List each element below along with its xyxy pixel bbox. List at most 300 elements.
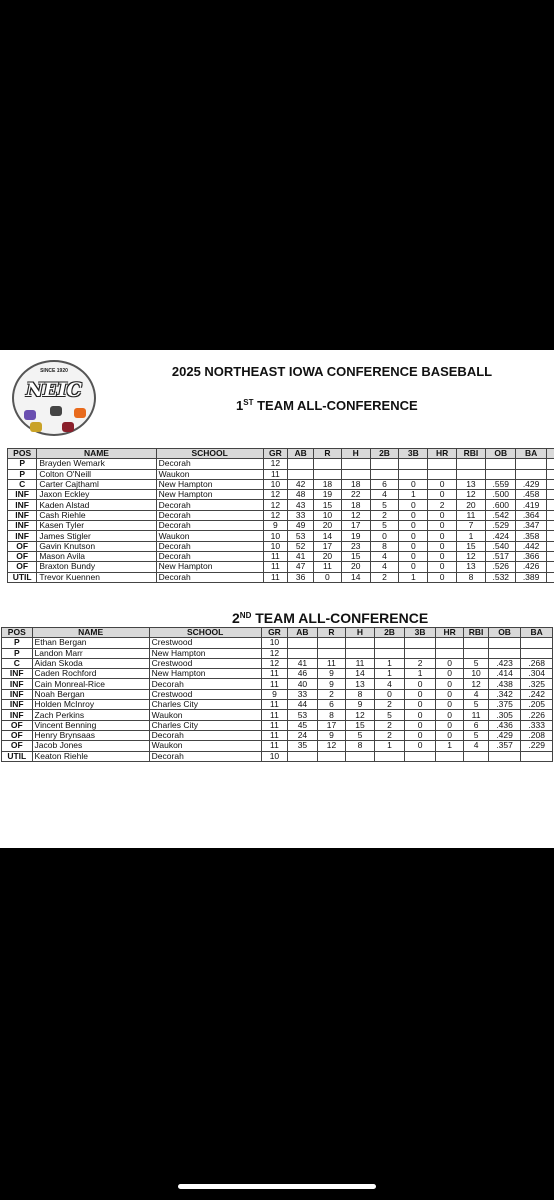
heading-number: 2 — [232, 610, 240, 626]
cell-ab — [288, 638, 318, 648]
cell-ba: .205 — [521, 700, 553, 710]
cell-hr — [435, 751, 464, 761]
table-body — [2, 638, 553, 762]
cell-pos: INF — [2, 679, 33, 689]
cell-school: Decorah — [156, 541, 263, 551]
cell-cutoff — [546, 541, 554, 551]
cell-h: 12 — [346, 710, 375, 720]
cell-ba: .426 — [516, 562, 546, 572]
cell-3b: 0 — [399, 521, 428, 531]
table-row — [2, 751, 553, 761]
cell-name: Ethan Bergan — [32, 638, 149, 648]
column-header-school: SCHOOL — [149, 628, 261, 638]
cell-school: New Hampton — [149, 669, 261, 679]
cell-3b — [399, 459, 428, 469]
cell-ab: 46 — [288, 669, 318, 679]
first-team-heading — [236, 398, 418, 413]
cell-hr — [428, 459, 456, 469]
table-body — [8, 459, 554, 583]
column-header-hr: HR — [435, 628, 464, 638]
cell-pos: P — [2, 638, 33, 648]
cell-r: 0 — [314, 572, 341, 582]
cell-2b: 6 — [370, 479, 398, 489]
cell-rbi: 11 — [456, 510, 485, 520]
cell-ba: .358 — [516, 531, 546, 541]
cell-r: 17 — [317, 720, 346, 730]
cell-2b — [374, 648, 405, 658]
cell-hr: 0 — [435, 710, 464, 720]
cell-rbi: 12 — [464, 679, 488, 689]
cell-hr: 0 — [428, 510, 456, 520]
cell-school: Decorah — [149, 751, 261, 761]
cell-gr: 10 — [263, 541, 287, 551]
cell-school: New Hampton — [156, 490, 263, 500]
column-header-pos: POS — [8, 449, 37, 459]
cell-gr: 9 — [261, 689, 287, 699]
cell-hr: 0 — [428, 479, 456, 489]
cell-ba: .458 — [516, 490, 546, 500]
cell-3b: 0 — [399, 510, 428, 520]
cell-rbi: 10 — [464, 669, 488, 679]
heading-text: TEAM ALL-CONFERENCE — [253, 398, 418, 413]
column-header-3b: 3B — [399, 449, 428, 459]
cell-name: Jacob Jones — [32, 741, 149, 751]
cell-ba — [521, 751, 553, 761]
second-team-table — [1, 627, 553, 762]
cell-pos: INF — [8, 510, 37, 520]
cell-ob: .305 — [488, 710, 521, 720]
cell-ba — [516, 459, 546, 469]
cell-name: Carter Cajthaml — [37, 479, 156, 489]
cell-school: Decorah — [156, 510, 263, 520]
cell-rbi: 5 — [464, 730, 488, 740]
cell-gr: 10 — [263, 479, 287, 489]
first-team-table — [7, 448, 554, 583]
heading-suffix: ND — [239, 611, 252, 620]
table-header-row — [8, 449, 554, 459]
column-header-h: H — [346, 628, 375, 638]
cell-gr: 11 — [261, 710, 287, 720]
cell-pos: UTIL — [2, 751, 33, 761]
cell-3b — [405, 648, 436, 658]
cell-hr: 0 — [435, 689, 464, 699]
cell-ob: .559 — [486, 479, 516, 489]
cell-2b: 5 — [370, 500, 398, 510]
cell-ob: .357 — [488, 741, 521, 751]
cell-cutoff — [546, 469, 554, 479]
cell-school: Waukon — [149, 710, 261, 720]
cell-2b: 2 — [374, 720, 405, 730]
cell-hr: 0 — [435, 730, 464, 740]
column-header-ab: AB — [288, 628, 318, 638]
cell-school: New Hampton — [156, 479, 263, 489]
cell-3b: 0 — [399, 551, 428, 561]
cell-pos: P — [2, 648, 33, 658]
cell-cutoff — [546, 572, 554, 582]
cell-h: 19 — [341, 531, 370, 541]
cell-pos: C — [2, 658, 33, 668]
cell-hr: 0 — [428, 531, 456, 541]
cell-pos: INF — [2, 710, 33, 720]
cell-ab: 35 — [288, 741, 318, 751]
cell-ba: .333 — [521, 720, 553, 730]
table-row — [2, 741, 553, 751]
cell-2b: 5 — [370, 521, 398, 531]
cell-r: 20 — [314, 551, 341, 561]
cell-3b: 1 — [405, 669, 436, 679]
mascot-icon — [30, 422, 42, 432]
cell-ba: .347 — [516, 521, 546, 531]
cell-3b — [399, 469, 428, 479]
mascot-icon — [50, 406, 62, 416]
cell-h — [341, 469, 370, 479]
cell-h: 9 — [346, 700, 375, 710]
cell-hr: 0 — [428, 562, 456, 572]
heading-text: TEAM ALL-CONFERENCE — [251, 610, 429, 626]
column-header-hr: HR — [428, 449, 456, 459]
table-row — [2, 710, 553, 720]
cell-ab: 33 — [288, 689, 318, 699]
cell-gr: 12 — [263, 510, 287, 520]
cell-school: Waukon — [156, 531, 263, 541]
cell-pos: P — [8, 469, 37, 479]
cell-3b: 0 — [399, 541, 428, 551]
cell-2b: 0 — [370, 531, 398, 541]
table-row — [8, 531, 554, 541]
cell-2b: 4 — [370, 562, 398, 572]
cell-name: Henry Brynsaas — [32, 730, 149, 740]
cell-2b: 1 — [374, 658, 405, 668]
cell-name: Landon Marr — [32, 648, 149, 658]
document-title: 2025 NORTHEAST IOWA CONFERENCE BASEBALL — [171, 364, 493, 379]
cell-r: 20 — [314, 521, 341, 531]
column-header-r: R — [314, 449, 341, 459]
cell-cutoff — [546, 531, 554, 541]
cell-rbi: 6 — [464, 720, 488, 730]
cell-rbi: 5 — [464, 700, 488, 710]
cell-2b: 1 — [374, 741, 405, 751]
cell-ba: .442 — [516, 541, 546, 551]
cell-rbi: 13 — [456, 479, 485, 489]
cell-ob — [486, 459, 516, 469]
cell-3b: 1 — [399, 572, 428, 582]
cell-gr: 12 — [263, 500, 287, 510]
cell-rbi — [456, 469, 485, 479]
cell-rbi: 12 — [456, 490, 485, 500]
cell-r — [317, 751, 346, 761]
cell-h: 15 — [346, 720, 375, 730]
cell-r: 17 — [314, 541, 341, 551]
cell-r: 9 — [317, 679, 346, 689]
cell-school: Decorah — [149, 679, 261, 689]
table-row — [2, 689, 553, 699]
cell-name: Caden Rochford — [32, 669, 149, 679]
cell-cutoff — [546, 510, 554, 520]
cell-r: 12 — [317, 741, 346, 751]
cell-school: Crestwood — [149, 638, 261, 648]
cell-ba: .429 — [516, 479, 546, 489]
cell-rbi: 8 — [456, 572, 485, 582]
cell-3b: 2 — [405, 658, 436, 668]
cell-pos: OF — [2, 741, 33, 751]
cell-ob: .438 — [488, 679, 521, 689]
cell-ob: .600 — [486, 500, 516, 510]
column-header-cutoff — [546, 449, 554, 459]
cell-rbi — [456, 459, 485, 469]
cell-pos: OF — [2, 720, 33, 730]
cell-school: New Hampton — [149, 648, 261, 658]
cell-rbi: 13 — [456, 562, 485, 572]
cell-2b: 2 — [374, 730, 405, 740]
cell-gr: 11 — [261, 720, 287, 730]
cell-ba — [521, 648, 553, 658]
cell-gr: 11 — [261, 700, 287, 710]
cell-ob: .342 — [488, 689, 521, 699]
cell-h: 15 — [341, 551, 370, 561]
cell-pos: INF — [2, 700, 33, 710]
cell-ab: 47 — [288, 562, 314, 572]
cell-cutoff — [546, 459, 554, 469]
column-header-ba: BA — [516, 449, 546, 459]
cell-2b: 2 — [370, 510, 398, 520]
cell-hr: 0 — [435, 679, 464, 689]
cell-hr: 2 — [428, 500, 456, 510]
cell-pos: OF — [8, 562, 37, 572]
cell-h: 20 — [341, 562, 370, 572]
table-row — [2, 658, 553, 668]
neic-logo — [12, 360, 96, 436]
second-team-heading — [232, 610, 428, 626]
cell-pos: INF — [2, 689, 33, 699]
table-row — [8, 490, 554, 500]
cell-ab: 43 — [288, 500, 314, 510]
cell-ob — [488, 638, 521, 648]
cell-hr: 0 — [435, 669, 464, 679]
cell-ab: 52 — [288, 541, 314, 551]
home-indicator[interactable] — [178, 1184, 376, 1189]
cell-pos: UTIL — [8, 572, 37, 582]
cell-gr: 9 — [263, 521, 287, 531]
table-row — [2, 679, 553, 689]
cell-rbi: 1 — [456, 531, 485, 541]
cell-3b — [405, 638, 436, 648]
cell-h: 5 — [346, 730, 375, 740]
cell-school: Decorah — [156, 551, 263, 561]
cell-2b — [370, 469, 398, 479]
cell-h: 18 — [341, 500, 370, 510]
cell-r: 2 — [317, 689, 346, 699]
cell-2b: 1 — [374, 669, 405, 679]
cell-3b: 0 — [399, 531, 428, 541]
column-header-name: NAME — [37, 449, 156, 459]
cell-2b: 2 — [370, 572, 398, 582]
cell-name: Gavin Knutson — [37, 541, 156, 551]
cell-cutoff — [546, 562, 554, 572]
cell-3b: 0 — [405, 710, 436, 720]
cell-pos: INF — [8, 490, 37, 500]
cell-r: 19 — [314, 490, 341, 500]
cell-name: Kaden Alstad — [37, 500, 156, 510]
table-row — [2, 730, 553, 740]
cell-ba: .304 — [521, 669, 553, 679]
table-header-row — [2, 628, 553, 638]
cell-r: 9 — [317, 669, 346, 679]
cell-hr: 0 — [428, 521, 456, 531]
cell-h: 8 — [346, 741, 375, 751]
cell-3b: 0 — [405, 720, 436, 730]
cell-ba: .268 — [521, 658, 553, 668]
cell-ob: .436 — [488, 720, 521, 730]
cell-name: Kasen Tyler — [37, 521, 156, 531]
cell-hr: 0 — [428, 572, 456, 582]
cell-h: 14 — [346, 669, 375, 679]
cell-ob: .517 — [486, 551, 516, 561]
cell-ab: 41 — [288, 658, 318, 668]
cell-hr: 0 — [435, 720, 464, 730]
cell-ob: .532 — [486, 572, 516, 582]
cell-ob: .424 — [486, 531, 516, 541]
cell-r: 15 — [314, 500, 341, 510]
cell-gr: 11 — [263, 469, 287, 479]
cell-school: Waukon — [156, 469, 263, 479]
cell-rbi: 4 — [464, 741, 488, 751]
cell-rbi: 20 — [456, 500, 485, 510]
cell-rbi — [464, 751, 488, 761]
cell-pos: OF — [8, 541, 37, 551]
cell-rbi: 11 — [464, 710, 488, 720]
cell-name: Keaton Riehle — [32, 751, 149, 761]
cell-name: Zach Perkins — [32, 710, 149, 720]
cell-hr: 0 — [428, 551, 456, 561]
cell-r: 10 — [314, 510, 341, 520]
cell-school: Charles City — [149, 700, 261, 710]
cell-school: Crestwood — [149, 689, 261, 699]
cell-rbi — [464, 638, 488, 648]
cell-ba: .364 — [516, 510, 546, 520]
cell-3b: 0 — [405, 679, 436, 689]
document-sheet — [0, 350, 554, 848]
cell-ba: .366 — [516, 551, 546, 561]
cell-r: 8 — [317, 710, 346, 720]
cell-cutoff — [546, 490, 554, 500]
cell-ab: 48 — [288, 490, 314, 500]
cell-ob — [486, 469, 516, 479]
cell-pos: INF — [8, 500, 37, 510]
cell-ab — [288, 469, 314, 479]
cell-2b — [374, 751, 405, 761]
cell-r: 14 — [314, 531, 341, 541]
table-row — [2, 638, 553, 648]
cell-h — [341, 459, 370, 469]
column-header-rbi: RBI — [464, 628, 488, 638]
table-row — [8, 469, 554, 479]
cell-school: Decorah — [156, 500, 263, 510]
cell-name: Mason Avila — [37, 551, 156, 561]
column-header-ob: OB — [488, 628, 521, 638]
cell-2b: 4 — [370, 490, 398, 500]
column-header-3b: 3B — [405, 628, 436, 638]
cell-pos: P — [8, 459, 37, 469]
cell-rbi: 7 — [456, 521, 485, 531]
cell-gr: 10 — [263, 531, 287, 541]
cell-rbi: 15 — [456, 541, 485, 551]
cell-name: Trevor Kuennen — [37, 572, 156, 582]
cell-name: Colton O'Neill — [37, 469, 156, 479]
table-row — [8, 541, 554, 551]
cell-ob: .542 — [486, 510, 516, 520]
cell-h: 17 — [341, 521, 370, 531]
cell-ba: .229 — [521, 741, 553, 751]
cell-cutoff — [546, 551, 554, 561]
column-header-2b: 2B — [374, 628, 405, 638]
cell-gr: 11 — [263, 572, 287, 582]
cell-ab — [288, 459, 314, 469]
cell-ab: 44 — [288, 700, 318, 710]
cell-3b: 0 — [399, 500, 428, 510]
cell-school: Decorah — [156, 521, 263, 531]
cell-name: Aidan Skoda — [32, 658, 149, 668]
cell-ba: .242 — [521, 689, 553, 699]
cell-h: 12 — [341, 510, 370, 520]
cell-ob: .540 — [486, 541, 516, 551]
cell-2b: 0 — [374, 689, 405, 699]
cell-ba — [516, 469, 546, 479]
logo-wordmark: NEIC — [26, 379, 82, 401]
cell-school: Charles City — [149, 720, 261, 730]
cell-ob: .429 — [488, 730, 521, 740]
cell-h — [346, 751, 375, 761]
cell-ob: .500 — [486, 490, 516, 500]
cell-ba — [521, 638, 553, 648]
cell-name: Vincent Benning — [32, 720, 149, 730]
cell-gr: 11 — [263, 562, 287, 572]
column-header-h: H — [341, 449, 370, 459]
cell-ba: .226 — [521, 710, 553, 720]
cell-hr: 0 — [428, 490, 456, 500]
cell-name: Holden McInroy — [32, 700, 149, 710]
cell-2b: 4 — [374, 679, 405, 689]
cell-3b: 0 — [405, 741, 436, 751]
cell-pos: C — [8, 479, 37, 489]
cell-3b: 0 — [405, 700, 436, 710]
column-header-gr: GR — [261, 628, 287, 638]
cell-ob — [488, 648, 521, 658]
mascot-icon — [74, 408, 86, 418]
table-row — [2, 720, 553, 730]
cell-ab — [288, 648, 318, 658]
cell-h: 11 — [346, 658, 375, 668]
cell-r: 9 — [317, 730, 346, 740]
cell-name: Noah Bergan — [32, 689, 149, 699]
cell-ab: 36 — [288, 572, 314, 582]
cell-ba: .389 — [516, 572, 546, 582]
table-row — [8, 521, 554, 531]
cell-hr — [428, 469, 456, 479]
table-row — [8, 510, 554, 520]
column-header-rbi: RBI — [456, 449, 485, 459]
table-row — [8, 562, 554, 572]
cell-gr: 11 — [261, 741, 287, 751]
cell-2b: 8 — [370, 541, 398, 551]
cell-gr: 10 — [261, 751, 287, 761]
cell-hr — [435, 648, 464, 658]
column-header-school: SCHOOL — [156, 449, 263, 459]
cell-ab: 53 — [288, 710, 318, 720]
cell-ab: 24 — [288, 730, 318, 740]
logo-since-text: SINCE 1920 — [40, 368, 68, 374]
cell-gr: 11 — [261, 730, 287, 740]
cell-ba: .419 — [516, 500, 546, 510]
